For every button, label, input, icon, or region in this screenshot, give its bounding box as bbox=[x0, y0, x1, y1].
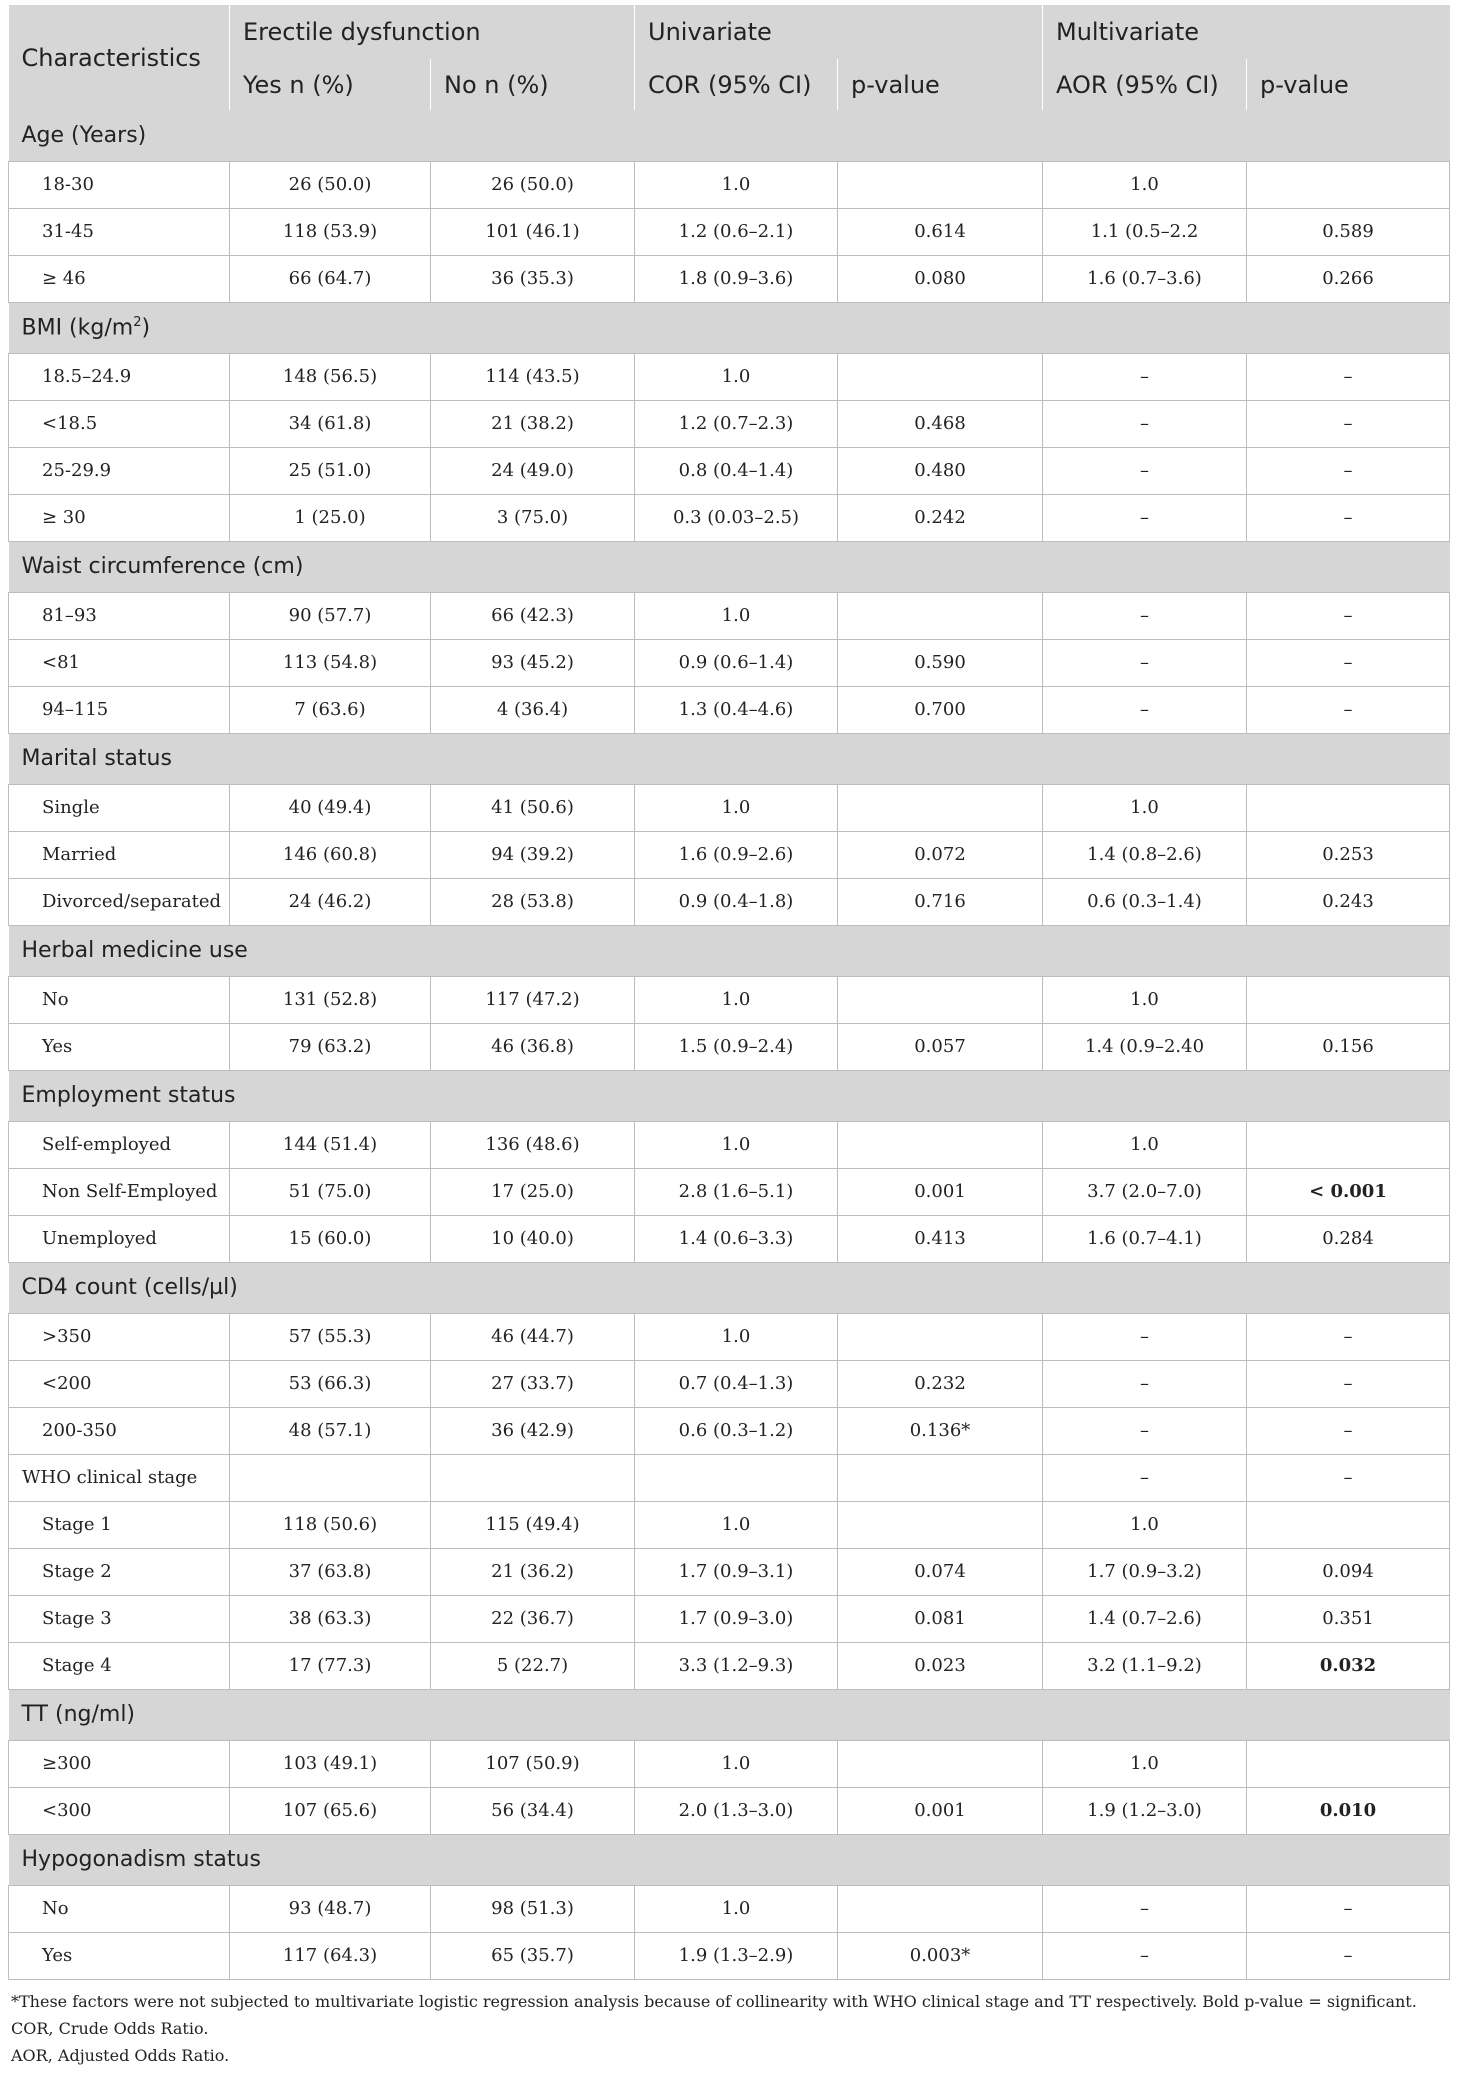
yes-count: 48 (57.1) bbox=[230, 1407, 431, 1454]
aor-value: 1.0 bbox=[1043, 976, 1247, 1023]
aor-value: 1.6 (0.7–3.6) bbox=[1043, 255, 1247, 302]
no-count: 136 (48.6) bbox=[431, 1121, 635, 1168]
p-value-univariate: 0.074 bbox=[838, 1548, 1043, 1595]
p-value-univariate bbox=[838, 1454, 1043, 1501]
section-title bbox=[9, 1262, 1450, 1313]
row-label: 18-30 bbox=[9, 161, 230, 208]
cor-value: 1.0 bbox=[635, 353, 838, 400]
header-characteristics: Characteristics bbox=[9, 5, 230, 110]
p-value-univariate: 0.081 bbox=[838, 1595, 1043, 1642]
table-footnotes bbox=[8, 1988, 1449, 2069]
p-value-multivariate bbox=[1247, 161, 1450, 208]
section-header-row bbox=[9, 733, 1450, 784]
no-count bbox=[431, 1454, 635, 1501]
table-row bbox=[9, 1740, 1450, 1787]
no-count: 24 (49.0) bbox=[431, 447, 635, 494]
p-value-univariate: 0.080 bbox=[838, 255, 1043, 302]
row-label: ≥ 46 bbox=[9, 255, 230, 302]
row-label: Yes bbox=[9, 1023, 230, 1070]
p-value-multivariate: – bbox=[1247, 639, 1450, 686]
cor-value: 1.0 bbox=[635, 592, 838, 639]
aor-value: 0.6 (0.3–1.4) bbox=[1043, 878, 1247, 925]
p-value-multivariate bbox=[1247, 1740, 1450, 1787]
row-label: Stage 4 bbox=[9, 1642, 230, 1689]
p-value-multivariate: 0.094 bbox=[1247, 1548, 1450, 1595]
cor-value: 0.9 (0.4–1.8) bbox=[635, 878, 838, 925]
table-row bbox=[9, 1932, 1450, 1979]
yes-count: 53 (66.3) bbox=[230, 1360, 431, 1407]
cor-value: 1.8 (0.9–3.6) bbox=[635, 255, 838, 302]
row-label: Stage 1 bbox=[9, 1501, 230, 1548]
yes-count: 148 (56.5) bbox=[230, 353, 431, 400]
no-count: 5 (22.7) bbox=[431, 1642, 635, 1689]
no-count: 3 (75.0) bbox=[431, 494, 635, 541]
header-p-value-univariate: p-value bbox=[838, 59, 1043, 110]
row-label: <200 bbox=[9, 1360, 230, 1407]
cor-value: 1.6 (0.9–2.6) bbox=[635, 831, 838, 878]
section-title bbox=[9, 1070, 1450, 1121]
table-row bbox=[9, 447, 1450, 494]
table-row bbox=[9, 255, 1450, 302]
yes-count: 57 (55.3) bbox=[230, 1313, 431, 1360]
table-row bbox=[9, 878, 1450, 925]
no-count: 22 (36.7) bbox=[431, 1595, 635, 1642]
yes-count: 24 (46.2) bbox=[230, 878, 431, 925]
p-value-multivariate: – bbox=[1247, 686, 1450, 733]
cor-value: 1.0 bbox=[635, 1121, 838, 1168]
aor-value: – bbox=[1043, 1407, 1247, 1454]
table-row bbox=[9, 1642, 1450, 1689]
aor-value: 3.7 (2.0–7.0) bbox=[1043, 1168, 1247, 1215]
yes-count: 118 (50.6) bbox=[230, 1501, 431, 1548]
table-row bbox=[9, 208, 1450, 255]
table-row bbox=[9, 1215, 1450, 1262]
aor-value: – bbox=[1043, 353, 1247, 400]
p-value-multivariate: 0.032 bbox=[1247, 1642, 1450, 1689]
row-label: WHO clinical stage bbox=[9, 1454, 230, 1501]
yes-count bbox=[230, 1454, 431, 1501]
row-label: 18.5–24.9 bbox=[9, 353, 230, 400]
cor-value: 1.0 bbox=[635, 976, 838, 1023]
p-value-multivariate: 0.010 bbox=[1247, 1787, 1450, 1834]
p-value-multivariate: 0.253 bbox=[1247, 831, 1450, 878]
row-label: ≥300 bbox=[9, 1740, 230, 1787]
no-count: 17 (25.0) bbox=[431, 1168, 635, 1215]
aor-value: – bbox=[1043, 1932, 1247, 1979]
table-row bbox=[9, 1787, 1450, 1834]
p-value-multivariate bbox=[1247, 1501, 1450, 1548]
yes-count: 40 (49.4) bbox=[230, 784, 431, 831]
cor-value: 1.5 (0.9–2.4) bbox=[635, 1023, 838, 1070]
p-value-multivariate bbox=[1247, 784, 1450, 831]
table-row bbox=[9, 1407, 1450, 1454]
cor-value: 2.0 (1.3–3.0) bbox=[635, 1787, 838, 1834]
section-title bbox=[9, 302, 1450, 353]
yes-count: 34 (61.8) bbox=[230, 400, 431, 447]
p-value-multivariate: – bbox=[1247, 494, 1450, 541]
p-value-multivariate: – bbox=[1247, 447, 1450, 494]
yes-count: 90 (57.7) bbox=[230, 592, 431, 639]
aor-value: 1.0 bbox=[1043, 784, 1247, 831]
aor-value: 1.0 bbox=[1043, 1121, 1247, 1168]
aor-value: 1.7 (0.9–3.2) bbox=[1043, 1548, 1247, 1595]
aor-value: – bbox=[1043, 592, 1247, 639]
yes-count: 1 (25.0) bbox=[230, 494, 431, 541]
table-header bbox=[9, 5, 1450, 110]
p-value-multivariate: – bbox=[1247, 1932, 1450, 1979]
section-title bbox=[9, 925, 1450, 976]
p-value-univariate bbox=[838, 592, 1043, 639]
p-value-univariate bbox=[838, 976, 1043, 1023]
no-count: 98 (51.3) bbox=[431, 1885, 635, 1932]
header-aor: AOR (95% CI) bbox=[1043, 59, 1247, 110]
aor-value: – bbox=[1043, 494, 1247, 541]
cor-value: 1.0 bbox=[635, 1885, 838, 1932]
cor-value: 0.8 (0.4–1.4) bbox=[635, 447, 838, 494]
section-title bbox=[9, 733, 1450, 784]
aor-value: – bbox=[1043, 447, 1247, 494]
p-value-univariate bbox=[838, 161, 1043, 208]
row-label: Non Self-Employed bbox=[9, 1168, 230, 1215]
row-label: 81–93 bbox=[9, 592, 230, 639]
table-row bbox=[9, 784, 1450, 831]
cor-value: 1.7 (0.9–3.1) bbox=[635, 1548, 838, 1595]
p-value-univariate: 0.232 bbox=[838, 1360, 1043, 1407]
no-count: 115 (49.4) bbox=[431, 1501, 635, 1548]
no-count: 56 (34.4) bbox=[431, 1787, 635, 1834]
row-label: Unemployed bbox=[9, 1215, 230, 1262]
footnote: AOR, Adjusted Odds Ratio. bbox=[11, 2045, 230, 2065]
section-title-text: Marital status bbox=[21, 746, 172, 771]
aor-value: 1.0 bbox=[1043, 1740, 1247, 1787]
p-value-univariate: 0.468 bbox=[838, 400, 1043, 447]
table-row bbox=[9, 161, 1450, 208]
p-value-multivariate: – bbox=[1247, 1313, 1450, 1360]
no-count: 93 (45.2) bbox=[431, 639, 635, 686]
no-count: 114 (43.5) bbox=[431, 353, 635, 400]
yes-count: 117 (64.3) bbox=[230, 1932, 431, 1979]
section-title bbox=[9, 1834, 1450, 1885]
table-row bbox=[9, 1313, 1450, 1360]
row-label: Married bbox=[9, 831, 230, 878]
aor-value: 1.0 bbox=[1043, 1501, 1247, 1548]
aor-value: 3.2 (1.1–9.2) bbox=[1043, 1642, 1247, 1689]
row-label: Stage 3 bbox=[9, 1595, 230, 1642]
p-value-univariate bbox=[838, 1121, 1043, 1168]
section-title-text: BMI (kg/m bbox=[21, 315, 134, 341]
p-value-univariate: 0.413 bbox=[838, 1215, 1043, 1262]
no-count: 101 (46.1) bbox=[431, 208, 635, 255]
header-univariate: Univariate bbox=[635, 5, 1043, 59]
p-value-multivariate: 0.266 bbox=[1247, 255, 1450, 302]
table-row bbox=[9, 1121, 1450, 1168]
no-count: 26 (50.0) bbox=[431, 161, 635, 208]
p-value-univariate bbox=[838, 1313, 1043, 1360]
table-row bbox=[9, 1168, 1450, 1215]
header-multivariate: Multivariate bbox=[1043, 5, 1450, 59]
row-label: Stage 2 bbox=[9, 1548, 230, 1595]
table-body bbox=[9, 110, 1450, 1979]
p-value-univariate: 0.716 bbox=[838, 878, 1043, 925]
section-header-row bbox=[9, 1262, 1450, 1313]
row-label: <300 bbox=[9, 1787, 230, 1834]
header-p-value-multivariate: p-value bbox=[1247, 59, 1450, 110]
section-title-text: TT (ng/ml) bbox=[21, 1702, 136, 1727]
p-value-multivariate: 0.284 bbox=[1247, 1215, 1450, 1262]
yes-count: 66 (64.7) bbox=[230, 255, 431, 302]
row-label: Single bbox=[9, 784, 230, 831]
aor-value: 1.0 bbox=[1043, 161, 1247, 208]
table-row bbox=[9, 1548, 1450, 1595]
yes-count: 7 (63.6) bbox=[230, 686, 431, 733]
cor-value: 0.3 (0.03–2.5) bbox=[635, 494, 838, 541]
row-label: 94–115 bbox=[9, 686, 230, 733]
table-row bbox=[9, 1885, 1450, 1932]
aor-value: 1.6 (0.7–4.1) bbox=[1043, 1215, 1247, 1262]
p-value-univariate bbox=[838, 353, 1043, 400]
aor-value: 1.4 (0.9–2.40 bbox=[1043, 1023, 1247, 1070]
p-value-multivariate: – bbox=[1247, 592, 1450, 639]
row-label: 25-29.9 bbox=[9, 447, 230, 494]
table-row bbox=[9, 400, 1450, 447]
no-count: 41 (50.6) bbox=[431, 784, 635, 831]
no-count: 4 (36.4) bbox=[431, 686, 635, 733]
header-yes: Yes n (%) bbox=[230, 59, 431, 110]
cor-value: 3.3 (1.2–9.3) bbox=[635, 1642, 838, 1689]
p-value-univariate: 0.480 bbox=[838, 447, 1043, 494]
no-count: 46 (44.7) bbox=[431, 1313, 635, 1360]
no-count: 10 (40.0) bbox=[431, 1215, 635, 1262]
section-title-text: Employment status bbox=[21, 1083, 236, 1108]
table-row bbox=[9, 976, 1450, 1023]
cor-value: 1.0 bbox=[635, 1313, 838, 1360]
row-label: 31-45 bbox=[9, 208, 230, 255]
yes-count: 25 (51.0) bbox=[230, 447, 431, 494]
yes-count: 131 (52.8) bbox=[230, 976, 431, 1023]
p-value-multivariate: – bbox=[1247, 353, 1450, 400]
cor-value: 1.2 (0.7–2.3) bbox=[635, 400, 838, 447]
aor-value: – bbox=[1043, 639, 1247, 686]
section-header-row bbox=[9, 541, 1450, 592]
yes-count: 38 (63.3) bbox=[230, 1595, 431, 1642]
table-row bbox=[9, 592, 1450, 639]
aor-value: – bbox=[1043, 1454, 1247, 1501]
no-count: 65 (35.7) bbox=[431, 1932, 635, 1979]
section-title-text: Waist circumference (cm) bbox=[21, 554, 304, 579]
table-row bbox=[9, 831, 1450, 878]
cor-value: 1.0 bbox=[635, 161, 838, 208]
yes-count: 144 (51.4) bbox=[230, 1121, 431, 1168]
row-label: 200-350 bbox=[9, 1407, 230, 1454]
section-title-text: Herbal medicine use bbox=[21, 938, 248, 963]
p-value-univariate: 0.700 bbox=[838, 686, 1043, 733]
yes-count: 113 (54.8) bbox=[230, 639, 431, 686]
header-erectile-dysfunction: Erectile dysfunction bbox=[230, 5, 635, 59]
cor-value: 0.9 (0.6–1.4) bbox=[635, 639, 838, 686]
p-value-multivariate bbox=[1247, 1121, 1450, 1168]
aor-value: – bbox=[1043, 1360, 1247, 1407]
table-row bbox=[9, 1023, 1450, 1070]
yes-count: 118 (53.9) bbox=[230, 208, 431, 255]
row-label: <81 bbox=[9, 639, 230, 686]
no-count: 107 (50.9) bbox=[431, 1740, 635, 1787]
section-header-row bbox=[9, 1070, 1450, 1121]
p-value-univariate: 0.001 bbox=[838, 1168, 1043, 1215]
aor-value: 1.1 (0.5–2.2 bbox=[1043, 208, 1247, 255]
aor-value: – bbox=[1043, 1313, 1247, 1360]
footnote: *These factors were not subjected to multivariate logistic regression analysis because of collinearity with WHO clinical stage and TT respectively. Bold p-value = significant. bbox=[11, 1991, 1417, 2011]
section-title-text: Age (Years) bbox=[21, 122, 147, 148]
cor-value: 1.2 (0.6–2.1) bbox=[635, 208, 838, 255]
table-row bbox=[9, 1360, 1450, 1407]
header-cor: COR (95% CI) bbox=[635, 59, 838, 110]
no-count: 94 (39.2) bbox=[431, 831, 635, 878]
yes-count: 107 (65.6) bbox=[230, 1787, 431, 1834]
section-header-row bbox=[9, 925, 1450, 976]
table-row bbox=[9, 1454, 1450, 1501]
p-value-multivariate bbox=[1247, 976, 1450, 1023]
no-count: 117 (47.2) bbox=[431, 976, 635, 1023]
section-title-text: Hypogonadism status bbox=[21, 1847, 261, 1872]
table-row bbox=[9, 686, 1450, 733]
p-value-multivariate: 0.156 bbox=[1247, 1023, 1450, 1070]
cor-value: 1.0 bbox=[635, 1740, 838, 1787]
p-value-multivariate: – bbox=[1247, 1885, 1450, 1932]
yes-count: 103 (49.1) bbox=[230, 1740, 431, 1787]
p-value-multivariate: – bbox=[1247, 400, 1450, 447]
row-label: No bbox=[9, 1885, 230, 1932]
row-label: >350 bbox=[9, 1313, 230, 1360]
p-value-univariate bbox=[838, 1885, 1043, 1932]
footnote: COR, Crude Odds Ratio. bbox=[11, 2018, 209, 2038]
aor-value: – bbox=[1043, 1885, 1247, 1932]
cor-value: 1.4 (0.6–3.3) bbox=[635, 1215, 838, 1262]
p-value-univariate bbox=[838, 784, 1043, 831]
yes-count: 79 (63.2) bbox=[230, 1023, 431, 1070]
p-value-univariate: 0.590 bbox=[838, 639, 1043, 686]
row-label: <18.5 bbox=[9, 400, 230, 447]
p-value-univariate: 0.001 bbox=[838, 1787, 1043, 1834]
section-title-end: ) bbox=[141, 315, 151, 341]
no-count: 46 (36.8) bbox=[431, 1023, 635, 1070]
p-value-univariate bbox=[838, 1501, 1043, 1548]
aor-value: 1.4 (0.8–2.6) bbox=[1043, 831, 1247, 878]
p-value-multivariate: – bbox=[1247, 1407, 1450, 1454]
section-title bbox=[9, 1689, 1450, 1740]
cor-value: 2.8 (1.6–5.1) bbox=[635, 1168, 838, 1215]
section-header-row bbox=[9, 1689, 1450, 1740]
p-value-univariate: 0.242 bbox=[838, 494, 1043, 541]
yes-count: 37 (63.8) bbox=[230, 1548, 431, 1595]
no-count: 21 (38.2) bbox=[431, 400, 635, 447]
no-count: 66 (42.3) bbox=[431, 592, 635, 639]
no-count: 27 (33.7) bbox=[431, 1360, 635, 1407]
cor-value: 0.6 (0.3–1.2) bbox=[635, 1407, 838, 1454]
superscript: 2 bbox=[133, 314, 142, 330]
table-row bbox=[9, 639, 1450, 686]
row-label: No bbox=[9, 976, 230, 1023]
cor-value: 1.0 bbox=[635, 1501, 838, 1548]
row-label: Yes bbox=[9, 1932, 230, 1979]
section-header-row bbox=[9, 302, 1450, 353]
section-title-text: CD4 count (cells/µl) bbox=[21, 1275, 238, 1300]
cor-value: 1.0 bbox=[635, 784, 838, 831]
cor-value: 1.3 (0.4–4.6) bbox=[635, 686, 838, 733]
aor-value: 1.9 (1.2–3.0) bbox=[1043, 1787, 1247, 1834]
aor-value: – bbox=[1043, 686, 1247, 733]
yes-count: 51 (75.0) bbox=[230, 1168, 431, 1215]
section-title bbox=[9, 110, 1450, 161]
p-value-univariate: 0.072 bbox=[838, 831, 1043, 878]
table-row bbox=[9, 494, 1450, 541]
p-value-multivariate: < 0.001 bbox=[1247, 1168, 1450, 1215]
yes-count: 146 (60.8) bbox=[230, 831, 431, 878]
p-value-univariate: 0.003* bbox=[838, 1932, 1043, 1979]
results-table bbox=[8, 5, 1450, 1980]
p-value-multivariate: 0.589 bbox=[1247, 208, 1450, 255]
aor-value: – bbox=[1043, 400, 1247, 447]
table-container bbox=[8, 5, 1449, 2069]
p-value-multivariate: 0.243 bbox=[1247, 878, 1450, 925]
no-count: 28 (53.8) bbox=[431, 878, 635, 925]
p-value-univariate: 0.023 bbox=[838, 1642, 1043, 1689]
p-value-univariate bbox=[838, 1740, 1043, 1787]
p-value-univariate: 0.136* bbox=[838, 1407, 1043, 1454]
yes-count: 93 (48.7) bbox=[230, 1885, 431, 1932]
header-no: No n (%) bbox=[431, 59, 635, 110]
aor-value: 1.4 (0.7–2.6) bbox=[1043, 1595, 1247, 1642]
no-count: 36 (35.3) bbox=[431, 255, 635, 302]
section-title bbox=[9, 541, 1450, 592]
no-count: 21 (36.2) bbox=[431, 1548, 635, 1595]
no-count: 36 (42.9) bbox=[431, 1407, 635, 1454]
p-value-multivariate: 0.351 bbox=[1247, 1595, 1450, 1642]
cor-value: 1.9 (1.3–2.9) bbox=[635, 1932, 838, 1979]
p-value-univariate: 0.614 bbox=[838, 208, 1043, 255]
row-label: Divorced/separated bbox=[9, 878, 230, 925]
p-value-multivariate: – bbox=[1247, 1454, 1450, 1501]
yes-count: 17 (77.3) bbox=[230, 1642, 431, 1689]
p-value-multivariate: – bbox=[1247, 1360, 1450, 1407]
table-row bbox=[9, 1595, 1450, 1642]
p-value-univariate: 0.057 bbox=[838, 1023, 1043, 1070]
cor-value bbox=[635, 1454, 838, 1501]
row-label: ≥ 30 bbox=[9, 494, 230, 541]
table-row bbox=[9, 1501, 1450, 1548]
row-label: Self-employed bbox=[9, 1121, 230, 1168]
yes-count: 26 (50.0) bbox=[230, 161, 431, 208]
section-header-row bbox=[9, 110, 1450, 161]
section-header-row bbox=[9, 1834, 1450, 1885]
table-row bbox=[9, 353, 1450, 400]
cor-value: 1.7 (0.9–3.0) bbox=[635, 1595, 838, 1642]
cor-value: 0.7 (0.4–1.3) bbox=[635, 1360, 838, 1407]
yes-count: 15 (60.0) bbox=[230, 1215, 431, 1262]
